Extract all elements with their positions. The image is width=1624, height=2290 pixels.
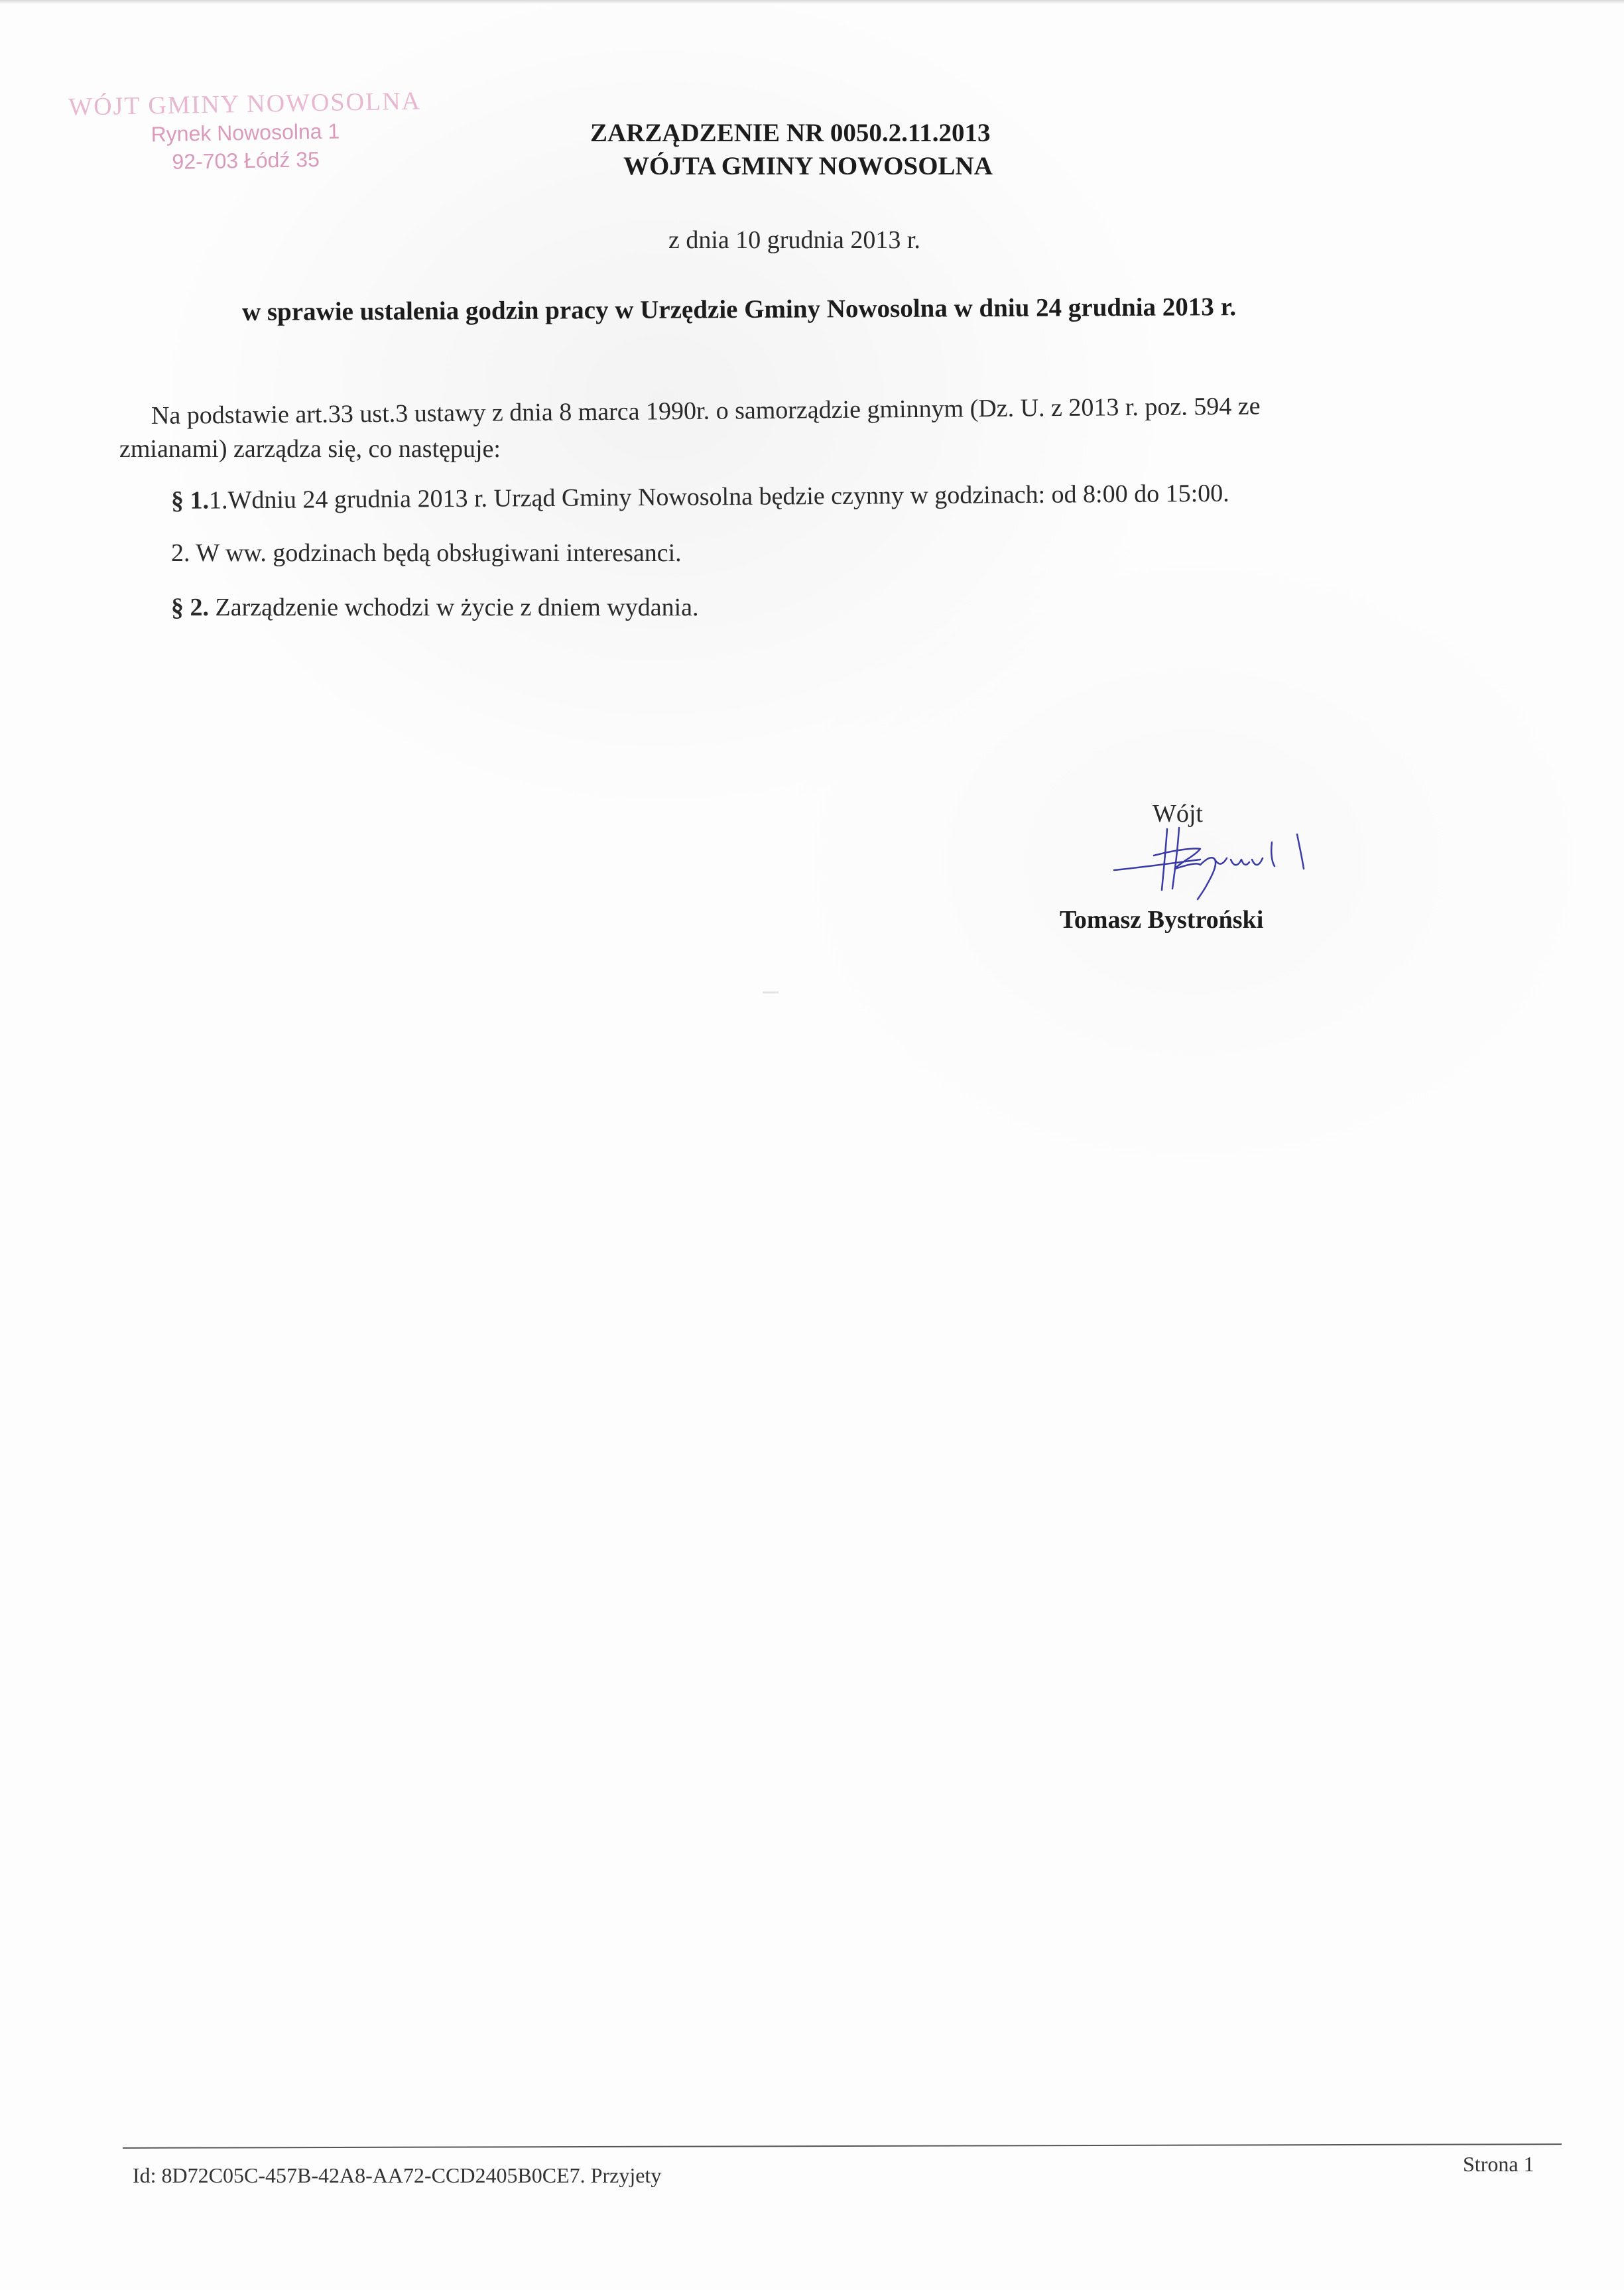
paragraph-2 xyxy=(171,593,699,622)
handwritten-signature xyxy=(1101,816,1340,909)
document-date: z dnia 10 grudnia 2013 r. xyxy=(668,226,920,254)
paragraph-1-marker: § 1. xyxy=(170,486,210,515)
paragraph-2-text: Zarządzenie wchodzi w życie z dniem wydania. xyxy=(209,594,699,621)
paragraph-1-text: 1.Wdniu 24 grudnia 2013 r. Urząd Gminy Nowosolna będzie czynny w godzinach: od 8:00 do 15:00. xyxy=(208,479,1229,515)
page-number: Strona 1 xyxy=(1463,2152,1534,2176)
preamble-line-1: Na podstawie art.33 ust.3 ustawy z dnia 8 marca 1990r. o samorządzie gminnym (Dz. U. z 2013 r. poz. 594 ze xyxy=(151,392,1261,430)
scan-edge xyxy=(0,0,1624,4)
paragraph-2-marker: § 2. xyxy=(171,594,209,621)
document-id: Id: 8D72C05C-457B-42A8-AA72-CCD2405B0CE7. Przyjety xyxy=(133,2163,662,2187)
preamble-line-2: zmianami) zarządza się, co następuje: xyxy=(119,435,501,463)
signatory-name: Tomasz Bystroński xyxy=(1060,906,1264,934)
signatory-role: Wójt xyxy=(1153,800,1203,828)
scan-mark xyxy=(763,991,779,993)
document-subject: w sprawie ustalenia godzin pracy w Urzędzie Gminy Nowosolna w dniu 24 grudnia 2013 r. xyxy=(241,292,1237,326)
paragraph-1-point-2: 2. W ww. godzinach będą obsługiwani interesanci. xyxy=(171,539,682,567)
document-issuer: WÓJTA GMINY NOWOSOLNA xyxy=(623,152,993,180)
office-stamp xyxy=(46,86,445,186)
stamp-line-2: Rynek Nowosolna 1 xyxy=(151,119,340,147)
stamp-line-1: WÓJT GMINY NOWOSOLNA xyxy=(68,87,422,121)
stamp-line-3: 92-703 Łódź 35 xyxy=(172,147,320,174)
document-title: ZARZĄDZENIE NR 0050.2.11.2013 xyxy=(590,119,991,147)
